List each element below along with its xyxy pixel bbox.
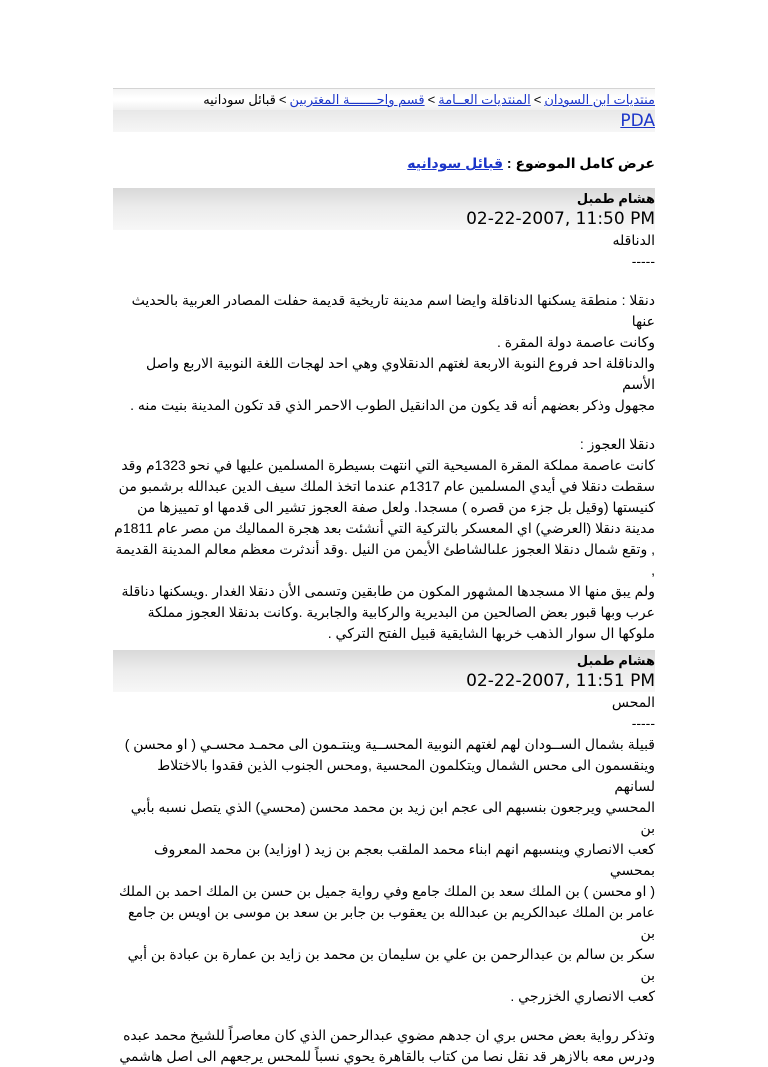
post-line: , وتقع شمال دنقلا العجوز علىالشاطئ الأيمن من النيل .وقد أندثرت معظم معالم المدينة القديمة , bbox=[111, 541, 655, 578]
post-line: سقطت دنقلا في أيدي المسلمين عام 1317م عندما اتخذ الملك سيف الدين عبدالله برشمبو من bbox=[118, 478, 655, 494]
post-line: وكانت عاصمة دولة المقرة . bbox=[496, 334, 655, 350]
breadcrumb-separator: > bbox=[427, 92, 436, 107]
breadcrumb-separator: > bbox=[278, 92, 287, 107]
post-date: 02-22-2007, 11:50 PM bbox=[113, 208, 655, 230]
post-body bbox=[113, 230, 655, 644]
post bbox=[113, 188, 655, 644]
post-line: دنقلا العجوز : bbox=[579, 436, 655, 452]
breadcrumb-link-forum-home[interactable]: منتديات ابن السودان bbox=[544, 92, 655, 107]
post-body bbox=[113, 692, 655, 1067]
topic-prefix: عرض كامل الموضوع : bbox=[506, 155, 655, 171]
post-line: مجهول وذكر بعضهم أنه قد يكون من الدانقيل الطوب الاحمر الذي قد تكون المدينة بنيت منه . bbox=[130, 397, 655, 413]
post-line: وتذكر رواية بعض محس بري ان جدهم مضوي عبدالرحمن الذي كان معاصراً للشيخ محمد عبده bbox=[123, 1027, 655, 1043]
breadcrumb-current: قبائل سودانيه bbox=[203, 92, 276, 107]
breadcrumb-link-expats-section[interactable]: قسم واحـــــــة المغتربين bbox=[289, 92, 425, 107]
blank-line bbox=[113, 272, 655, 290]
breadcrumb bbox=[113, 88, 655, 110]
post-line: قبيلة بشمال الســودان لهم لغتهم النوبية المحســية وينتـمون الى محمـد محسـي ( او محسن ) bbox=[124, 736, 655, 752]
post-line: المحسي ويرجعون بنسبهم الى عجم ابن زيد بن محمد محسن (محسي) الذي يتصل نسبه بأبي بن bbox=[126, 799, 655, 836]
post-line: ولم يبق منها الا مسجدها المشهور المكون من طابقين وتسمى الأن دنقلا الغدار .ويسكنها دناقلة bbox=[121, 583, 655, 599]
blank-line bbox=[113, 416, 655, 434]
post-author: هشام طمبل bbox=[113, 650, 655, 670]
breadcrumb-link-general-forums[interactable]: المنتديات العــامة bbox=[438, 92, 531, 107]
post bbox=[113, 650, 655, 1067]
breadcrumb-separator: > bbox=[533, 92, 542, 107]
post-line: مدينة دنقلا (العرضي) اي المعسكر بالتركية التي أنشئت بعد هجرة المماليك من مصر عام 1811م bbox=[114, 520, 655, 536]
post-line: والدناقلة احد فروع النوبة الاربعة لغتهم الدنقلاوي وهي احد لهجات اللغة النوبية الاربع واصل الأسم bbox=[142, 355, 655, 392]
blank-line bbox=[113, 1007, 655, 1025]
post-line: سكر بن سالم بن عبدالرحمن بن علي بن سليمان بن محمد بن زايد بن عمارة بن عبادة بن أبي بن bbox=[123, 946, 655, 983]
topic-heading bbox=[113, 152, 655, 174]
post-line: المحس bbox=[611, 694, 655, 710]
post-line: دنقلا : منطقة يسكنها الدناقلة وايضا اسم مدينة تاريخية قديمة حفلت المصادر العربية بالحديث عنها bbox=[127, 292, 655, 329]
post-line: كعب الانصاري الخزرجي . bbox=[510, 988, 655, 1004]
post-line: عرب وبها قبور بعض الصالحين من البديرية والركابية والجابرية .وكانت بدنقلا العجوز مملكة bbox=[147, 604, 655, 620]
post-author: هشام طمبل bbox=[113, 188, 655, 208]
post-line: ودرس معه بالازهر قد نقل نصا من كتاب بالقاهرة يحوي نسباً للمحس يرجعهم الى اصل هاشمي bbox=[119, 1048, 655, 1064]
post-line: الدناقله bbox=[612, 232, 655, 248]
post-line: ----- bbox=[631, 253, 655, 269]
post-line: كنيستها (وقيل بل جزء من قصره ) مسجدا. ولعل صفة العجوز تشير الى قدمها او تمييزها من bbox=[137, 499, 655, 515]
post-line: ملوكها ال سوار الذهب خربها الشايقية قبيل الفتح التركي . bbox=[327, 625, 655, 641]
post-line: ( او محسن ) بن الملك سعد بن الملك جامع وفي رواية جميل بن حسن بن الملك احمد بن الملك bbox=[118, 883, 655, 899]
post-line: وينقسمون الى محس الشمال ويتكلمون المحسية ,ومحس الجنوب الذين فقدوا بالاختلاط لسانهم bbox=[153, 757, 655, 794]
post-line: كانت عاصمة مملكة المقرة المسيحية التي انتهت بسيطرة المسلمين عليها في نحو 1323م وقد bbox=[121, 457, 655, 473]
pda-bar bbox=[113, 110, 655, 132]
post-line: عامر بن الملك عبدالكريم بن عبدالله بن يعقوب بن جابر بن سعد بن موسى بن اويس بن جامع بن bbox=[124, 904, 655, 941]
topic-title-link[interactable]: قبائل سودانيه bbox=[407, 155, 504, 171]
post-line: ----- bbox=[631, 715, 655, 731]
post-line: كعب الانصاري وينسبهم انهم ابناء محمد الملقب بعجم بن زيد ( اوزايد) بن محمد المعروف بمحسي bbox=[150, 841, 655, 878]
pda-link[interactable]: PDA bbox=[620, 111, 655, 131]
page bbox=[113, 88, 655, 1067]
post-date: 02-22-2007, 11:51 PM bbox=[113, 670, 655, 692]
